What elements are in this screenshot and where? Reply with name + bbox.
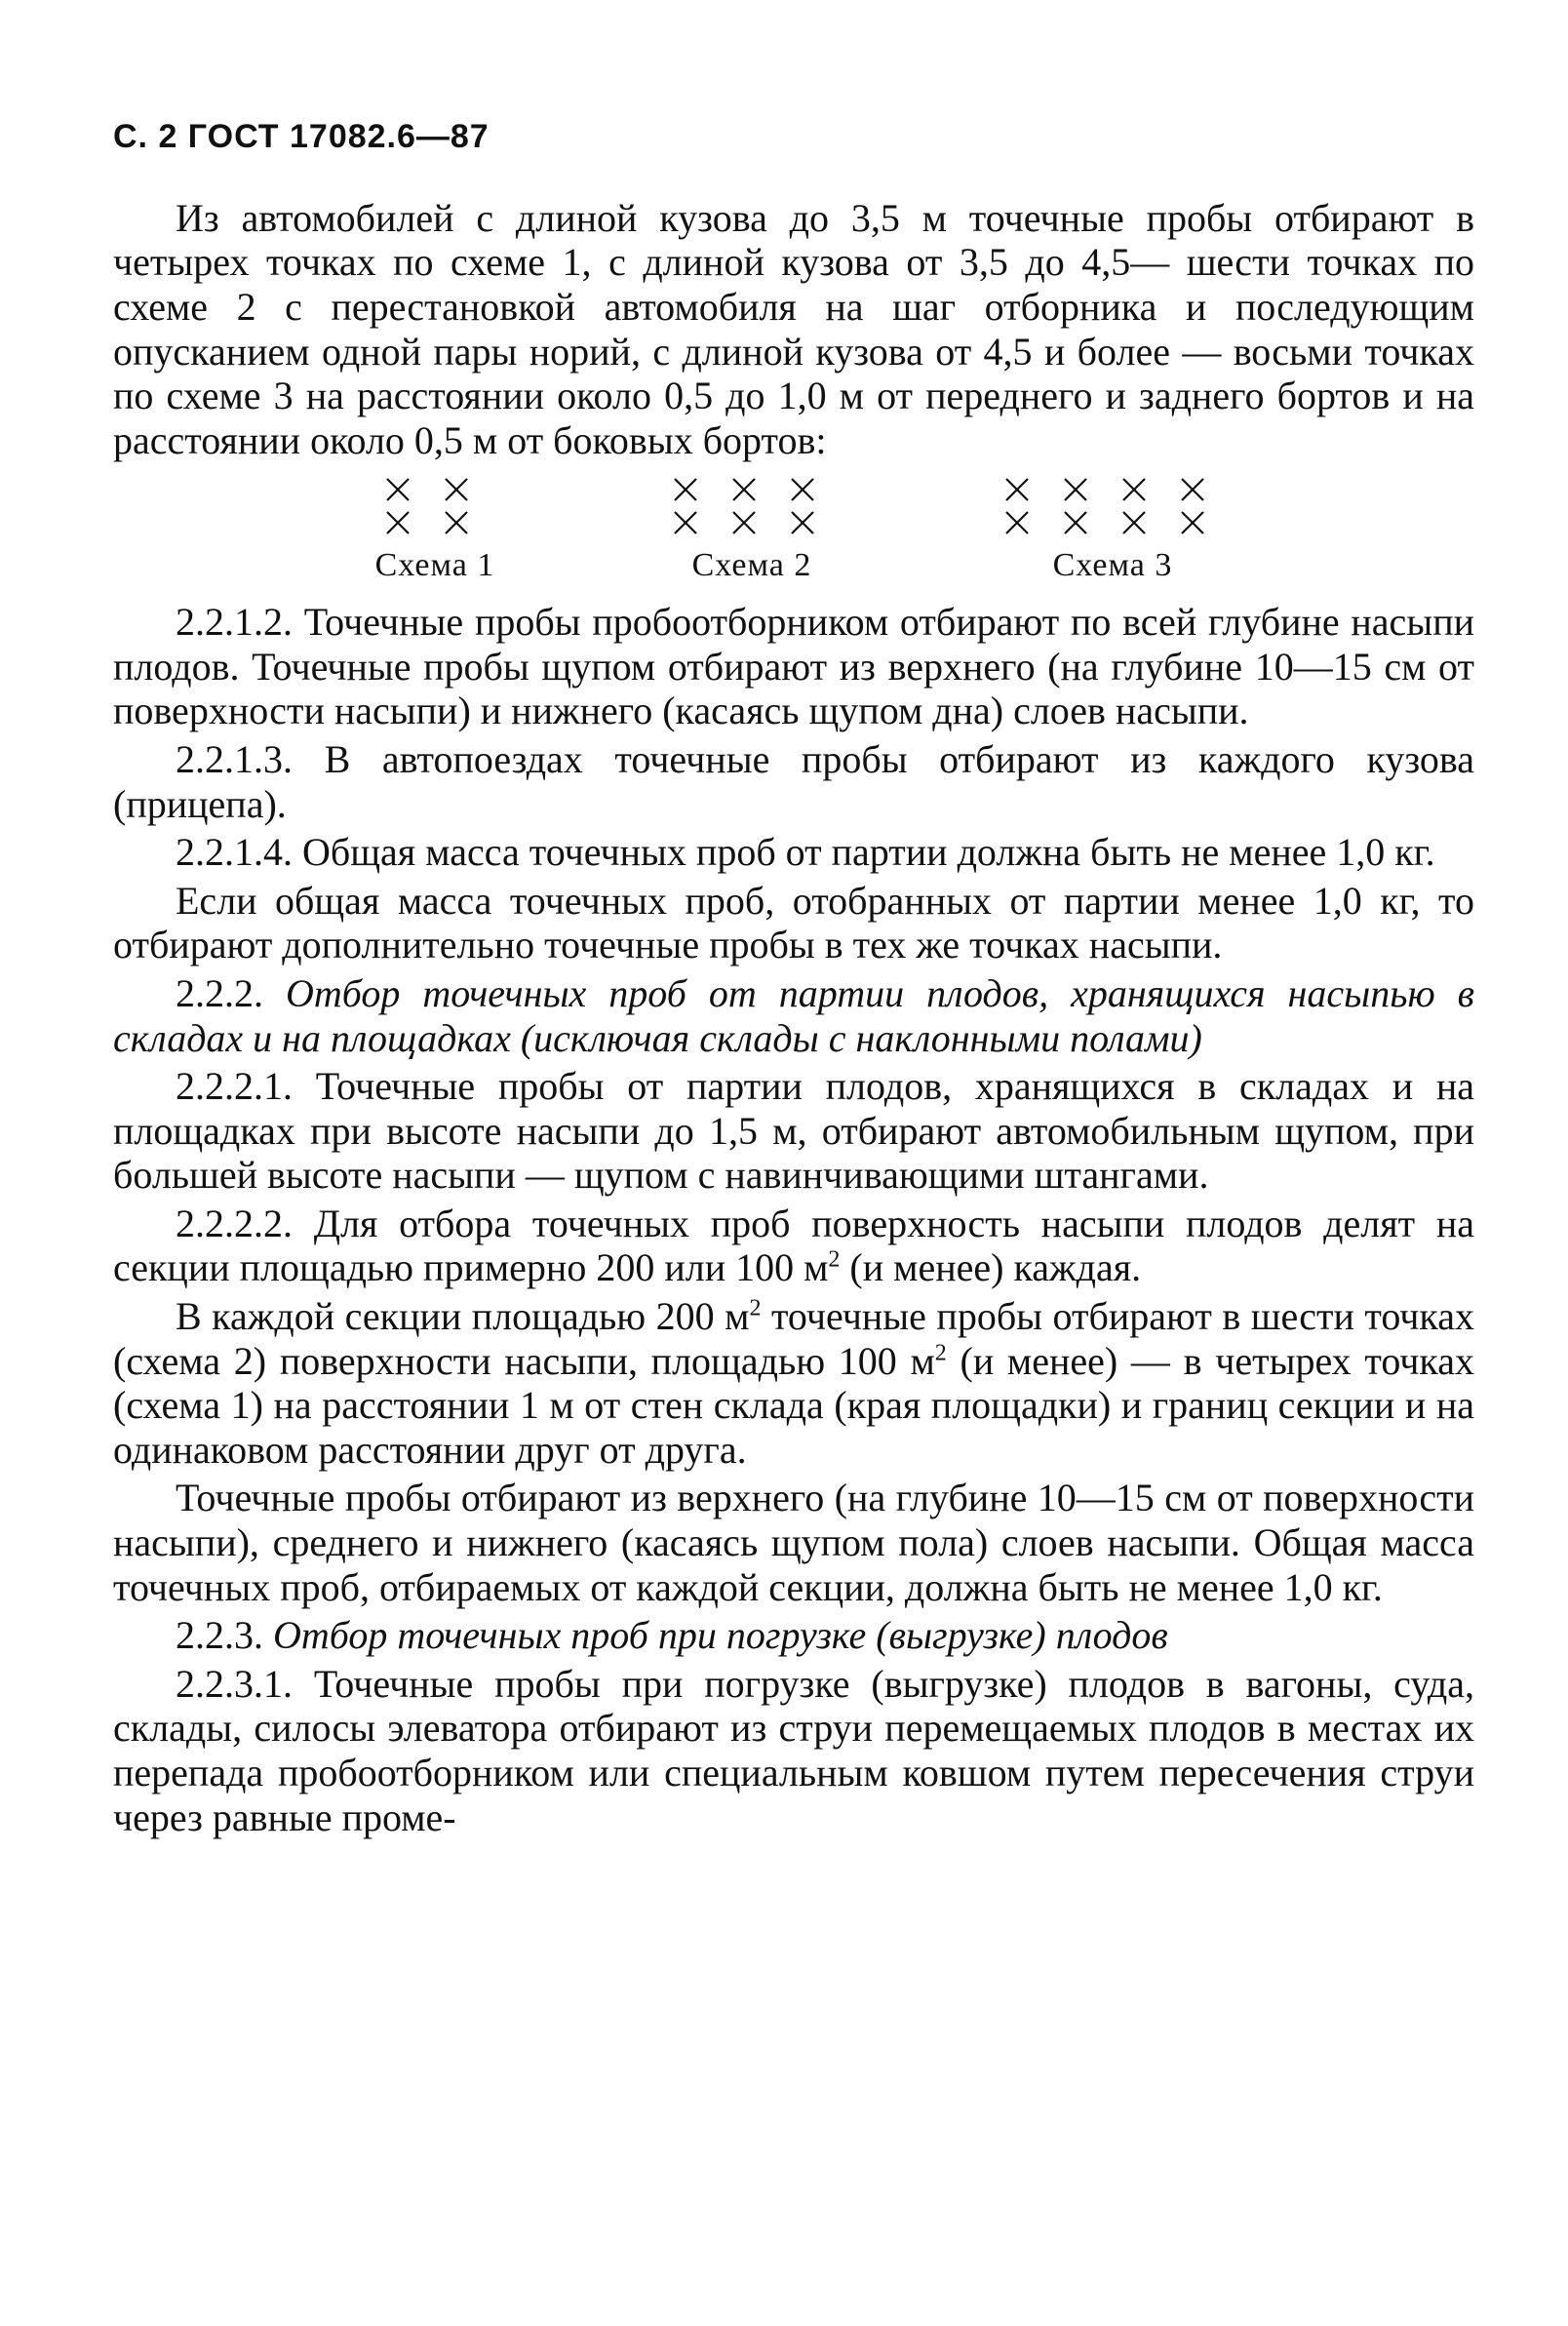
scheme-1-label: Схема 1 [374,547,495,584]
sampling-point-cross [446,479,467,500]
paragraph-section-sampling [113,1294,1474,1472]
page-header: С. 2 ГОСТ 17082.6—87 [113,118,490,155]
sampling-point-cross [1006,512,1028,533]
paragraph-2-2-1-3: 2.2.1.3. В автопоездах точечные пробы отбирают из каждого кузова (прицепа). [113,736,1474,826]
paragraph-2-2-3-1: 2.2.3.1. Точечные пробы при погрузке (выгрузке) плодов в вагоны, суда, склады, силосы элеватора отбирают из струи перемещаемых плодов в местах их перепада пробоотборником или специальным ковшом путем пересечения струи через равные проме- [113,1661,1474,1839]
scheme-2-label: Схема 2 [691,547,812,584]
section-title-2-2-3: Отбор точечных проб при погрузке (выгрузке) плодов [273,1613,1168,1658]
scheme-1-grid [376,476,493,534]
section-number-2-2-3: 2.2.3. [176,1613,263,1658]
sampling-point-cross [675,512,696,533]
section-heading-2-2-3 [113,1613,1474,1658]
sampling-point-cross [733,512,755,533]
scheme-3-grid [996,476,1230,534]
paragraph-2-2-2-2-part-a: 2.2.2.2. Для отбора точечных проб поверхность насыпи плодов делят на секции площадью примерно 200 или 100 м [113,1201,1474,1290]
scheme-2-grid [664,476,840,534]
sampling-point-cross [792,479,813,500]
sampling-point-cross [1182,479,1203,500]
sampling-point-cross [387,512,409,533]
sampling-point-cross [1123,479,1145,500]
paragraph-section-sampling-part-a: В каждой секции площадью 200 м [176,1294,750,1339]
sampling-point-cross [387,479,409,500]
paragraph-section-sampling-part-b: точечные пробы отбирают в шести точках (схема 2) поверхности насыпи, площадью 100 м [113,1294,1475,1383]
superscript-square-2: 2 [934,1340,947,1366]
scheme-2 [606,476,898,586]
section-title-2-2-2: Отбор точечных проб от партии плодов, хранящихся насыпью в складах и на площадках (исключая склады с наклонными полами) [113,970,1475,1060]
section-heading-2-2-2 [113,971,1474,1060]
sampling-point-cross [1182,512,1203,533]
scheme-3-label: Схема 3 [1052,547,1173,584]
sampling-point-cross [675,479,696,500]
scheme-1 [323,476,547,586]
sampling-point-cross [792,512,813,533]
paragraph-sampling-vehicles: Из автомобилей с длиной кузова до 3,5 м точечные пробы отбирают в четырех точках по схеме 1, с длиной кузова от 3,5 до 4,5— шести точках по схеме 2 с перестановкой автомобиля на шаг отборника и последующим опусканием одной пары норий, с длиной кузова от 4,5 и более — восьми точках по схеме 3 на расстоянии около 0,5 до 1,0 м от переднего и заднего бортов и на расстоянии около 0,5 м от боковых бортов: [113,195,1474,462]
sampling-schemes [113,476,1474,586]
paragraph-section-sampling-part-c: (и менее) — в четырех точках (схема 1) на расстоянии 1 м от стен склада (края площадки) и границ секции и на одинаковом расстоянии друг от друга. [113,1338,1474,1472]
scheme-3 [937,476,1288,586]
paragraph-2-2-2-2-part-b: (и менее) каждая. [840,1245,1142,1290]
section-number-2-2-2: 2.2.2. [176,970,263,1015]
superscript-square-1: 2 [749,1295,762,1321]
sampling-point-cross [1123,512,1145,533]
paragraph-2-2-1-2: 2.2.1.2. Точечные пробы пробоотборником отбирают по всей глубине насыпи плодов. Точечные пробы щупом отбирают из верхнего (на глубине 10—15 см от поверхности насыпи) и нижнего (касаясь щупом дна) слоев насыпи. [113,600,1474,733]
paragraph-2-2-1-4: 2.2.1.4. Общая масса точечных проб от партии должна быть не менее 1,0 кг. [176,830,1435,875]
sampling-point-cross [1065,512,1086,533]
document-page [113,117,1474,2302]
superscript-square: 2 [828,1247,841,1274]
sampling-point-cross [1065,479,1086,500]
sampling-point-cross [733,479,755,500]
sampling-point-cross [1006,479,1028,500]
paragraph-2-2-2-2 [113,1202,1474,1290]
paragraph-2-2-2-1: 2.2.2.1. Точечные пробы от партии плодов, хранящихся в складах и на площадках при высоте насыпи до 1,5 м, отбирают автомобильным щупом, при большей высоте насыпи — щупом с навинчивающими штангами. [113,1064,1474,1198]
paragraph-layers: Точечные пробы отбирают из верхнего (на глубине 10—15 см от поверхности насыпи), среднего и нижнего (касаясь щупом пола) слоев насыпи. Общая масса точечных проб, отбираемых от каждой секции, должна быть не менее 1,0 кг. [113,1476,1474,1609]
sampling-point-cross [446,512,467,533]
paragraph-additional-samples: Если общая масса точечных проб, отобранных от партии менее 1,0 кг, то отбирают дополнительно точечные пробы в тех же точках насыпи. [113,878,1474,967]
